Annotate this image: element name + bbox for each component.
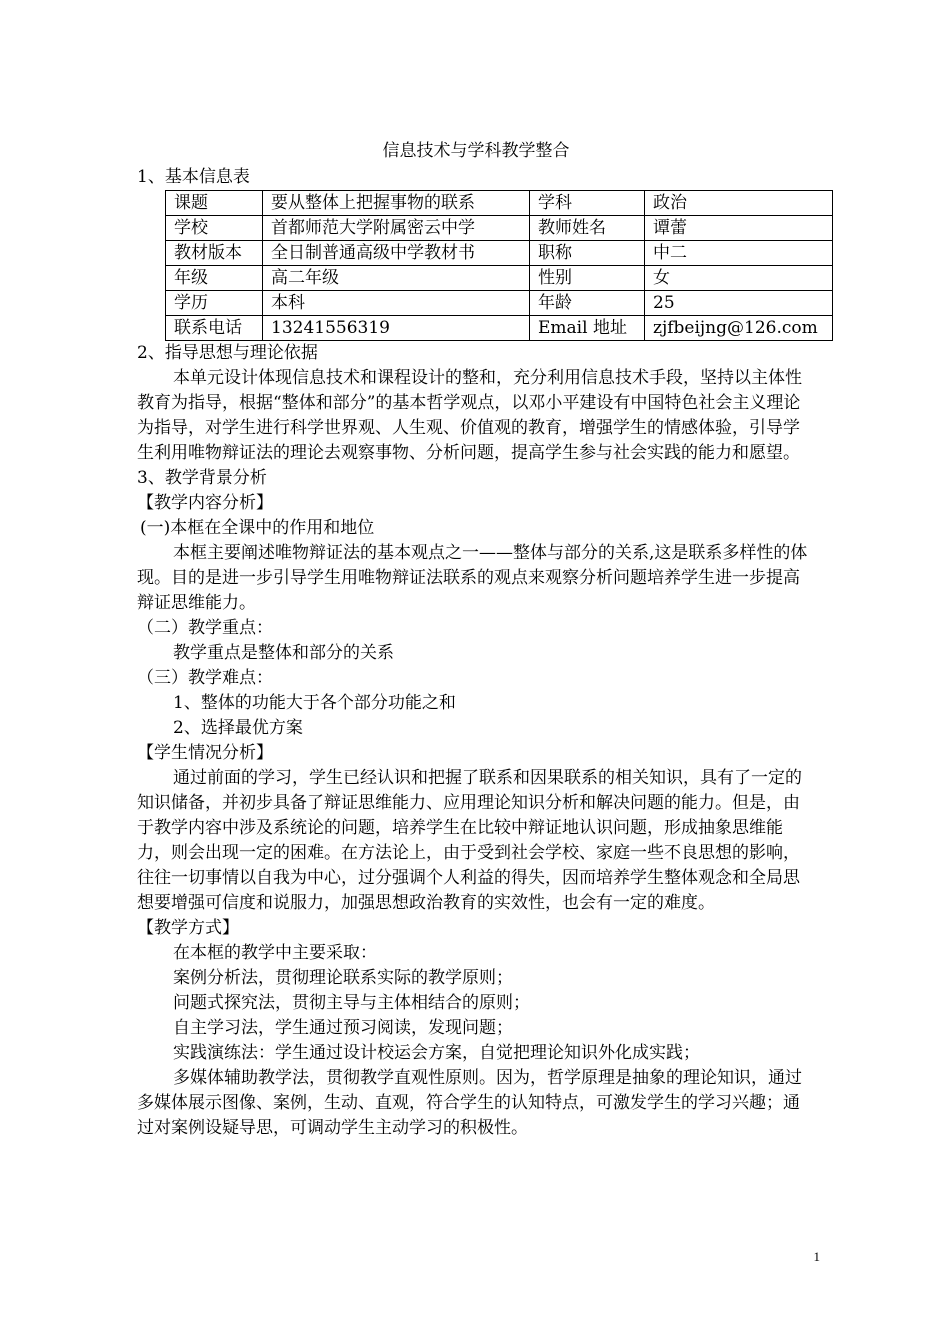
info-label-cell: 教师姓名 <box>530 216 645 241</box>
info-value-cell: 谭蕾 <box>645 216 833 241</box>
student-analysis-heading: 【学生情况分析】 <box>137 743 273 763</box>
info-value-cell: 中二 <box>645 241 833 266</box>
info-label-cell: 学校 <box>166 216 263 241</box>
info-label-cell: 职称 <box>530 241 645 266</box>
info-table-row <box>166 266 833 291</box>
content-sub2-heading: （二）教学重点： <box>137 618 273 638</box>
info-value-cell: 首都师范大学附属密云中学 <box>263 216 530 241</box>
page-number: 1 <box>813 1249 820 1264</box>
info-value-cell: 要从整体上把握事物的联系 <box>263 191 530 216</box>
method-item: 案例分析法，贯彻理论联系实际的教学原则； <box>173 968 513 988</box>
difficulty-item: 2、选择最优方案 <box>173 718 303 738</box>
info-value-cell: 本科 <box>263 291 530 316</box>
info-table-row <box>166 216 833 241</box>
section-heading-basic-info: 1、基本信息表 <box>137 167 250 187</box>
info-table-row <box>166 291 833 316</box>
info-table-row <box>166 241 833 266</box>
content-analysis-heading: 【教学内容分析】 <box>137 493 273 513</box>
info-label-cell: 学科 <box>530 191 645 216</box>
basic-info-table <box>165 190 833 341</box>
teaching-methods-heading: 【教学方式】 <box>137 918 239 938</box>
info-value-cell: 高二年级 <box>263 266 530 291</box>
info-value-cell: 政治 <box>645 191 833 216</box>
info-table-row <box>166 191 833 216</box>
content-sub1-paragraph: 本框主要阐述唯物辩证法的基本观点之一——整体与部分的关系,这是联系多样性的体现。目的是进一步引导学生用唯物辩证法联系的观点来观察分析问题培养学生进一步提高辩证思维能力。 <box>137 543 808 613</box>
section-heading-guiding: 2、指导思想与理论依据 <box>137 343 318 363</box>
method-item: 在本框的教学中主要采取： <box>173 943 377 963</box>
difficulty-item: 1、整体的功能大于各个部分功能之和 <box>173 693 456 713</box>
info-label-cell: 教材版本 <box>166 241 263 266</box>
content-sub2-paragraph: 教学重点是整体和部分的关系 <box>173 643 394 663</box>
student-analysis-paragraph: 通过前面的学习，学生已经认识和把握了联系和因果联系的相关知识，具有了一定的知识储备，并初步具备了辩证思维能力、应用理论知识分析和解决问题的能力。但是，由于教学内容中涉及系统论的问题，培养学生在比较中辩证地认识问题，形成抽象思维能力，则会出现一定的困难。在方法论上，由于受到社会学校、家庭一些不良思想的影响，往往一切事情以自我为中心，过分强调个人利益的得失，因而培养学生整体观念和全局思想要增强可信度和说服力，加强思想政治教育的实效性，也会有一定的难度。 <box>137 768 802 913</box>
info-value-cell: zjfbeijng@126.com <box>645 316 833 341</box>
info-label-cell: 学历 <box>166 291 263 316</box>
info-value-cell: 13241556319 <box>263 316 530 341</box>
section-heading-background: 3、教学背景分析 <box>137 468 267 488</box>
multimedia-paragraph: 多媒体辅助教学法，贯彻教学直观性原则。因为，哲学原理是抽象的理论知识，通过多媒体展示图像、案例，生动、直观，符合学生的认知特点，可激发学生的学习兴趣；通过对案例设疑导思，可调动学生主动学习的积极性。 <box>137 1068 802 1138</box>
method-item: 问题式探究法，贯彻主导与主体相结合的原则； <box>173 993 530 1013</box>
document-body <box>137 139 818 1141</box>
content-sub1-heading: (一)本框在全课中的作用和地位 <box>140 518 375 538</box>
info-label-cell: 课题 <box>166 191 263 216</box>
info-label-cell: Email 地址 <box>530 316 645 341</box>
info-label-cell: 联系电话 <box>166 316 263 341</box>
document-title: 信息技术与学科教学整合 <box>382 141 570 161</box>
info-label-cell: 性别 <box>530 266 645 291</box>
info-value-cell: 女 <box>645 266 833 291</box>
content-sub3-heading: （三）教学难点： <box>137 668 273 688</box>
info-label-cell: 年级 <box>166 266 263 291</box>
info-value-cell: 25 <box>645 291 833 316</box>
info-label-cell: 年龄 <box>530 291 645 316</box>
info-table-row <box>166 316 833 341</box>
method-item: 实践演练法：学生通过设计校运会方案，自觉把理论知识外化成实践； <box>173 1043 700 1063</box>
method-item: 自主学习法，学生通过预习阅读，发现问题； <box>173 1018 513 1038</box>
guiding-paragraph: 本单元设计体现信息技术和课程设计的整和，充分利用信息技术手段，坚持以主体性教育为指导，根据“整体和部分”的基本哲学观点，以邓小平建设有中国特色社会主义理论为指导，对学生进行科学世界观、人生观、价值观的教育，增强学生的情感体验，引导学生利用唯物辩证法的理论去观察事物、分析问题，提高学生参与社会实践的能力和愿望。 <box>137 368 802 463</box>
info-value-cell: 全日制普通高级中学教材书 <box>263 241 530 266</box>
